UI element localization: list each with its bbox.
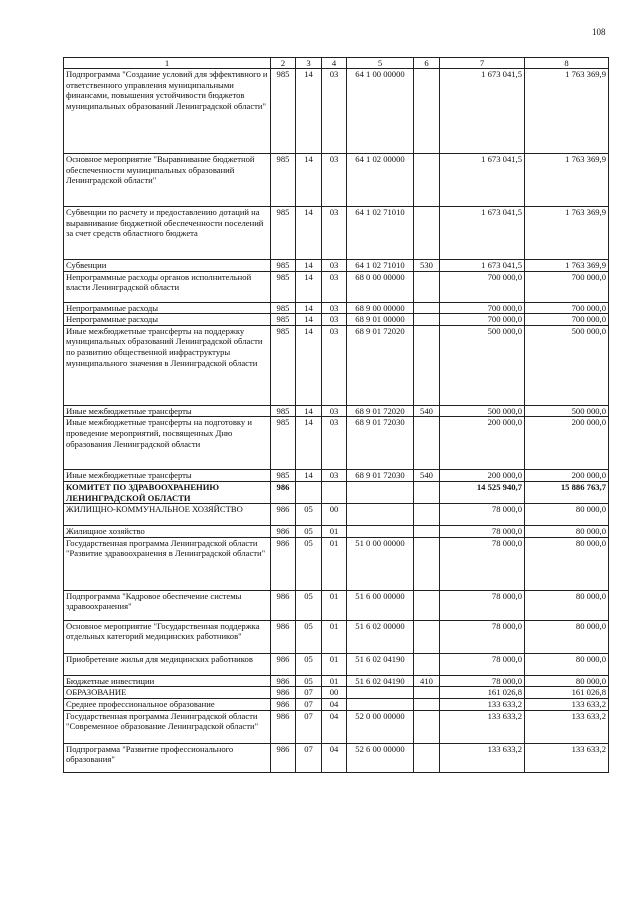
row-name: Непрограммные расходы [64,302,271,314]
row-target-article [347,687,414,699]
row-ministry-code: 985 [271,271,296,302]
table-row [64,675,609,687]
table-row [64,302,609,314]
row-section-code: 07 [296,710,322,743]
row-section-code: 14 [296,405,322,417]
table-row [64,154,609,207]
row-expense-type [414,417,440,470]
table-row [64,743,609,772]
row-section-code: 14 [296,314,322,326]
row-amount-year-2: 1 763 369,9 [525,154,609,207]
row-name: Субвенции по расчету и предоставлению дотаций на выравнивание бюджетной обеспеченности поселений за счет средств областного бюджета [64,207,271,260]
row-amount-year-1: 1 673 041,5 [440,154,525,207]
row-target-article: 52 6 00 00000 [347,743,414,772]
row-ministry-code: 985 [271,314,296,326]
row-amount-year-2: 15 886 763,7 [525,481,609,503]
row-amount-year-1: 133 633,2 [440,710,525,743]
row-amount-year-2: 133 633,2 [525,698,609,710]
row-name: ОБРАЗОВАНИЕ [64,687,271,699]
table-row [64,207,609,260]
row-section-code: 05 [296,590,322,620]
row-expense-type [414,620,440,653]
row-name: Приобретение жилья для медицинских работников [64,653,271,675]
row-expense-type [414,590,440,620]
row-target-article: 68 9 00 00000 [347,302,414,314]
row-subsection-code: 03 [322,325,347,405]
row-target-article: 68 9 01 00000 [347,314,414,326]
column-header: 7 [440,58,525,69]
row-name: ЖИЛИЩНО-КОММУНАЛЬНОЕ ХОЗЯЙСТВО [64,504,271,526]
row-expense-type [414,698,440,710]
row-subsection-code: 00 [322,687,347,699]
row-target-article [347,698,414,710]
row-amount-year-2: 200 000,0 [525,417,609,470]
row-section-code [296,481,322,503]
row-target-article: 51 0 00 00000 [347,537,414,590]
row-section-code: 05 [296,504,322,526]
row-amount-year-1: 200 000,0 [440,417,525,470]
row-name: Иные межбюджетные трансферты [64,405,271,417]
row-expense-type [414,271,440,302]
table-row [64,271,609,302]
row-section-code: 14 [296,260,322,272]
row-expense-type [414,314,440,326]
row-subsection-code: 01 [322,653,347,675]
row-subsection-code: 03 [322,405,347,417]
table-row [64,405,609,417]
row-subsection-code: 01 [322,620,347,653]
row-target-article: 68 0 00 00000 [347,271,414,302]
row-expense-type [414,69,440,154]
row-name: Подпрограмма "Создание условий для эффективного и ответственного управления муниципальными финансами, повышения устойчивости бюджетов муниципальных образований Ленинградской области" [64,69,271,154]
row-expense-type [414,302,440,314]
column-header: 2 [271,58,296,69]
table-row [64,481,609,503]
row-ministry-code: 985 [271,302,296,314]
row-name: Жилищное хозяйство [64,526,271,538]
budget-table [63,57,609,773]
row-name: Основное мероприятие "Выравнивание бюджетной обеспеченности муниципальных образований Ленинградской области" [64,154,271,207]
row-subsection-code: 04 [322,698,347,710]
row-expense-type [414,743,440,772]
row-expense-type [414,537,440,590]
row-ministry-code: 985 [271,417,296,470]
row-target-article: 64 1 02 00000 [347,154,414,207]
table-row [64,653,609,675]
row-ministry-code: 985 [271,405,296,417]
row-amount-year-2: 161 026,8 [525,687,609,699]
page-number: 108 [592,27,606,37]
row-subsection-code: 04 [322,743,347,772]
row-amount-year-1: 14 525 940,7 [440,481,525,503]
row-section-code: 14 [296,154,322,207]
row-subsection-code: 03 [322,154,347,207]
row-amount-year-1: 500 000,0 [440,325,525,405]
row-name: Непрограммные расходы [64,314,271,326]
row-amount-year-1: 78 000,0 [440,537,525,590]
table-row [64,417,609,470]
row-amount-year-2: 1 763 369,9 [525,260,609,272]
row-name: Подпрограмма "Развитие профессионального образования" [64,743,271,772]
row-amount-year-1: 78 000,0 [440,504,525,526]
row-expense-type: 540 [414,470,440,482]
row-amount-year-1: 78 000,0 [440,675,525,687]
row-expense-type: 540 [414,405,440,417]
column-header: 1 [64,58,271,69]
row-section-code: 14 [296,302,322,314]
table-row [64,687,609,699]
row-amount-year-1: 133 633,2 [440,743,525,772]
row-target-article: 68 9 01 72020 [347,325,414,405]
row-subsection-code: 01 [322,537,347,590]
row-subsection-code: 01 [322,590,347,620]
column-header: 6 [414,58,440,69]
row-amount-year-1: 1 673 041,5 [440,69,525,154]
row-amount-year-1: 200 000,0 [440,470,525,482]
row-expense-type [414,653,440,675]
row-target-article: 52 0 00 00000 [347,710,414,743]
row-subsection-code: 01 [322,526,347,538]
row-amount-year-1: 78 000,0 [440,590,525,620]
row-name: Среднее профессиональное образование [64,698,271,710]
row-ministry-code: 986 [271,743,296,772]
row-subsection-code: 03 [322,69,347,154]
row-amount-year-2: 80 000,0 [525,590,609,620]
table-row [64,698,609,710]
row-amount-year-2: 700 000,0 [525,271,609,302]
row-expense-type [414,504,440,526]
row-amount-year-1: 500 000,0 [440,405,525,417]
row-expense-type [414,687,440,699]
row-target-article: 68 9 01 72030 [347,470,414,482]
row-ministry-code: 986 [271,526,296,538]
row-name: Субвенции [64,260,271,272]
row-amount-year-2: 500 000,0 [525,325,609,405]
row-amount-year-1: 700 000,0 [440,271,525,302]
row-expense-type [414,207,440,260]
row-subsection-code: 03 [322,470,347,482]
column-header: 5 [347,58,414,69]
row-ministry-code: 986 [271,590,296,620]
row-name: КОМИТЕТ ПО ЗДРАВООХРАНЕНИЮ ЛЕНИНГРАДСКОЙ ОБЛАСТИ [64,481,271,503]
row-subsection-code: 01 [322,675,347,687]
row-name: Непрограммные расходы органов исполнительной власти Ленинградской области [64,271,271,302]
row-name: Иные межбюджетные трансферты на подготовку и проведение мероприятий, посвященных Дню образования Ленинградской области [64,417,271,470]
row-target-article: 51 6 00 00000 [347,590,414,620]
table-row [64,620,609,653]
row-section-code: 05 [296,537,322,590]
row-amount-year-1: 1 673 041,5 [440,260,525,272]
table-row [64,69,609,154]
table-row [64,590,609,620]
column-header: 4 [322,58,347,69]
row-amount-year-1: 161 026,8 [440,687,525,699]
table-row [64,504,609,526]
row-amount-year-1: 133 633,2 [440,698,525,710]
table-row [64,470,609,482]
column-header: 8 [525,58,609,69]
row-target-article: 68 9 01 72020 [347,405,414,417]
row-target-article: 68 9 01 72030 [347,417,414,470]
row-ministry-code: 986 [271,504,296,526]
row-target-article [347,504,414,526]
row-target-article: 51 6 02 04190 [347,653,414,675]
row-amount-year-1: 700 000,0 [440,302,525,314]
row-name: Государственная программа Ленинградской области "Развитие здравоохранения в Ленинградской области" [64,537,271,590]
row-subsection-code: 03 [322,260,347,272]
row-amount-year-2: 500 000,0 [525,405,609,417]
row-name: Бюджетные инвестиции [64,675,271,687]
row-section-code: 07 [296,743,322,772]
row-subsection-code [322,481,347,503]
row-target-article: 64 1 02 71010 [347,207,414,260]
row-expense-type [414,154,440,207]
row-expense-type [414,481,440,503]
row-amount-year-2: 133 633,2 [525,710,609,743]
row-subsection-code: 03 [322,417,347,470]
table-header-row [64,58,609,69]
row-target-article: 51 6 02 04190 [347,675,414,687]
row-subsection-code: 04 [322,710,347,743]
row-ministry-code: 985 [271,325,296,405]
row-section-code: 14 [296,417,322,470]
row-name: Основное мероприятие "Государственная поддержка отдельных категорий медицинских работников" [64,620,271,653]
table-row [64,260,609,272]
row-ministry-code: 985 [271,207,296,260]
row-name: Подпрограмма "Кадровое обеспечение системы здравоохранения" [64,590,271,620]
row-section-code: 14 [296,69,322,154]
row-ministry-code: 985 [271,260,296,272]
row-ministry-code: 986 [271,710,296,743]
row-amount-year-2: 80 000,0 [525,675,609,687]
row-section-code: 05 [296,526,322,538]
table-row [64,526,609,538]
row-expense-type: 530 [414,260,440,272]
row-section-code: 14 [296,207,322,260]
row-expense-type [414,526,440,538]
table-row [64,710,609,743]
row-amount-year-2: 80 000,0 [525,653,609,675]
row-section-code: 14 [296,271,322,302]
row-subsection-code: 00 [322,504,347,526]
row-section-code: 14 [296,325,322,405]
row-ministry-code: 986 [271,698,296,710]
row-expense-type [414,325,440,405]
row-subsection-code: 03 [322,314,347,326]
row-section-code: 14 [296,470,322,482]
row-ministry-code: 985 [271,470,296,482]
row-amount-year-2: 700 000,0 [525,302,609,314]
row-amount-year-1: 78 000,0 [440,526,525,538]
row-ministry-code: 986 [271,687,296,699]
row-target-article [347,526,414,538]
row-amount-year-2: 133 633,2 [525,743,609,772]
row-ministry-code: 985 [271,69,296,154]
row-amount-year-2: 80 000,0 [525,537,609,590]
row-name: Иные межбюджетные трансферты на поддержку муниципальных образований Ленинградской области по развитию общественной инфраструктуры муниципального значения в Ленинградской области [64,325,271,405]
table-row [64,314,609,326]
row-section-code: 05 [296,675,322,687]
row-section-code: 07 [296,687,322,699]
row-subsection-code: 03 [322,207,347,260]
row-ministry-code: 986 [271,620,296,653]
row-target-article: 64 1 02 71010 [347,260,414,272]
row-amount-year-1: 78 000,0 [440,653,525,675]
row-ministry-code: 986 [271,481,296,503]
row-name: Государственная программа Ленинградской области "Современное образование Ленинградской области" [64,710,271,743]
row-subsection-code: 03 [322,302,347,314]
row-section-code: 05 [296,653,322,675]
row-amount-year-2: 80 000,0 [525,504,609,526]
row-target-article: 64 1 00 00000 [347,69,414,154]
row-ministry-code: 986 [271,537,296,590]
table-row [64,325,609,405]
row-ministry-code: 986 [271,653,296,675]
row-amount-year-1: 700 000,0 [440,314,525,326]
table-body [64,69,609,773]
row-amount-year-2: 1 763 369,9 [525,69,609,154]
row-amount-year-1: 1 673 041,5 [440,207,525,260]
column-header: 3 [296,58,322,69]
row-expense-type: 410 [414,675,440,687]
row-amount-year-2: 80 000,0 [525,620,609,653]
row-target-article [347,481,414,503]
row-section-code: 07 [296,698,322,710]
row-subsection-code: 03 [322,271,347,302]
row-amount-year-2: 80 000,0 [525,526,609,538]
row-amount-year-2: 1 763 369,9 [525,207,609,260]
row-ministry-code: 985 [271,154,296,207]
row-target-article: 51 6 02 00000 [347,620,414,653]
row-name: Иные межбюджетные трансферты [64,470,271,482]
row-amount-year-2: 200 000,0 [525,470,609,482]
row-amount-year-2: 700 000,0 [525,314,609,326]
row-section-code: 05 [296,620,322,653]
table-row [64,537,609,590]
row-ministry-code: 986 [271,675,296,687]
row-expense-type [414,710,440,743]
row-amount-year-1: 78 000,0 [440,620,525,653]
